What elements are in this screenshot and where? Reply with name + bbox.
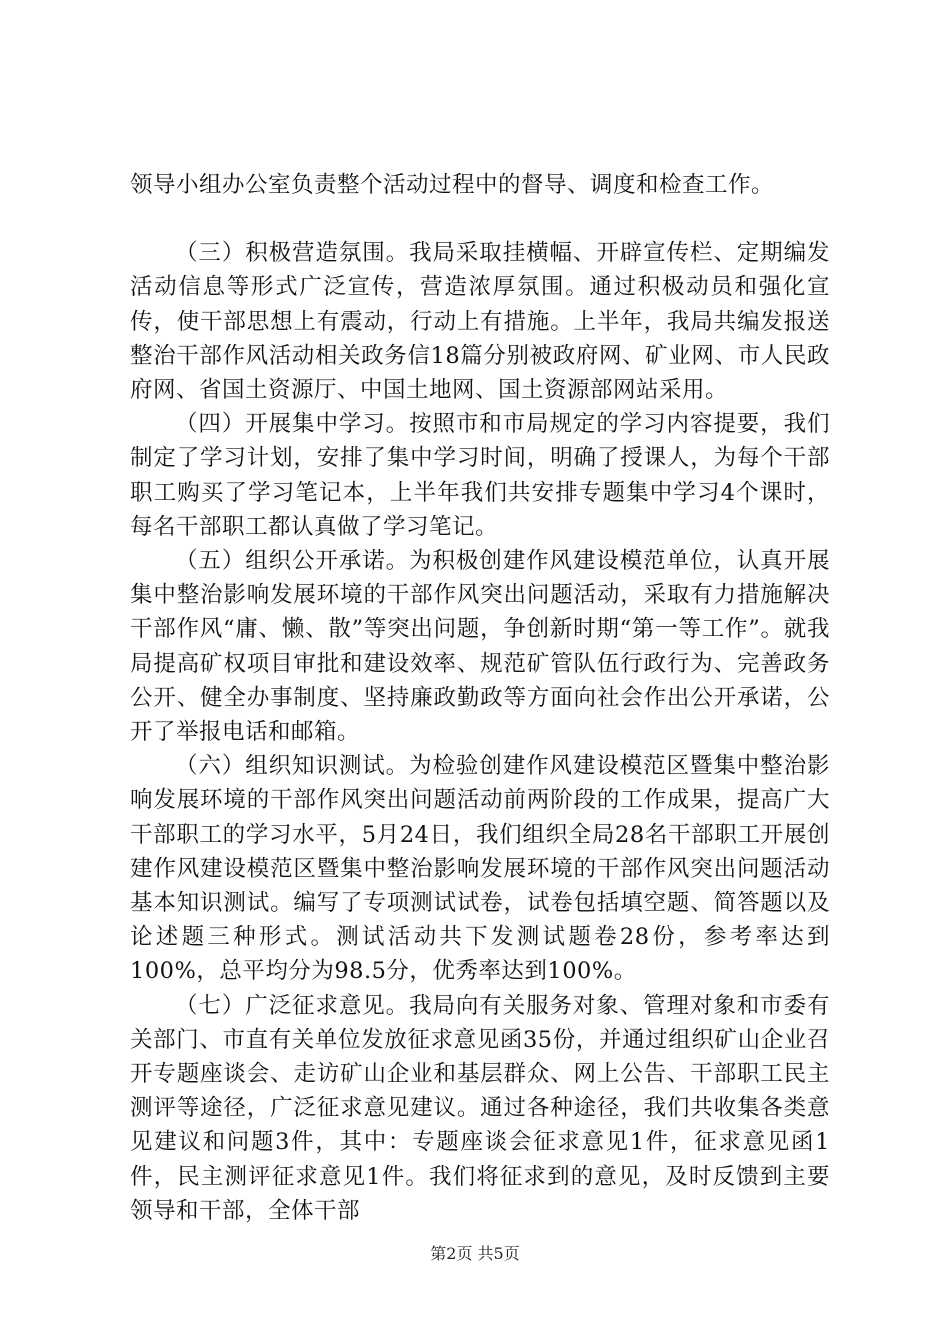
paragraph-section-7: （七）广泛征求意见。我局向有关服务对象、管理对象和市委有关部门、市直有关单位发放征求意见函35份，并通过组织矿山企业召开专题座谈会、走访矿山企业和基层群众、网上公告、干部职工民主测评等途径，广泛征求意见建议。通过各种途径，我们共收集各类意见建议和问题3件，其中：专题座谈会征求意见1件，征求意见函1件，民主测评征求意见1件。我们将征求到的意见，及时反馈到主要领导和干部，全体干部	[130, 992, 830, 1224]
paragraph-section-5: （五）组织公开承诺。为积极创建作风建设模范单位，认真开展集中整治影响发展环境的干部作风突出问题活动，采取有力措施解决干部作风“庸、懒、散”等突出问题，争创新时期“第一等工作”。就我局提高矿权项目审批和建设效率、规范矿管队伍行政行为、完善政务公开、健全办事制度、坚持廉政勤政等方面向社会作出公开承诺，公开了举报电话和邮箱。	[130, 548, 830, 746]
document-body	[130, 168, 830, 1228]
page-footer: 第2页 共5页	[430, 1244, 520, 1263]
paragraph-section-6: （六）组织知识测试。为检验创建作风建设模范区暨集中整治影响发展环境的干部作风突出问题活动前两阶段的工作成果，提高广大干部职工的学习水平，5月24日，我们组织全局28名干部职工开展创建作风建设模范区暨集中整治影响发展环境的干部作风突出问题活动基本知识测试。编写了专项测试试卷，试卷包括填空题、简答题以及论述题三种形式。测试活动共下发测试题卷28份，参考率达到100%，总平均分为98.5分，优秀率达到100%。	[130, 753, 830, 985]
paragraph-section-3: （三）积极营造氛围。我局采取挂横幅、开辟宣传栏、定期编发活动信息等形式广泛宣传，营造浓厚氛围。通过积极动员和强化宣传，使干部思想上有震动，行动上有措施。上半年，我局共编发报送整治干部作风活动相关政务信18篇分别被政府网、矿业网、市人民政府网、省国土资源厅、中国土地网、国土资源部网站采用。	[130, 240, 830, 404]
paragraph-continuation: 领导小组办公室负责整个活动过程中的督导、调度和检查工作。	[130, 172, 775, 198]
paragraph-section-4: （四）开展集中学习。按照市和市局规定的学习内容提要，我们制定了学习计划，安排了集中学习时间，明确了授课人，为每个干部职工购买了学习笔记本，上半年我们共安排专题集中学习4个课时，每名干部职工都认真做了学习笔记。	[130, 411, 830, 540]
